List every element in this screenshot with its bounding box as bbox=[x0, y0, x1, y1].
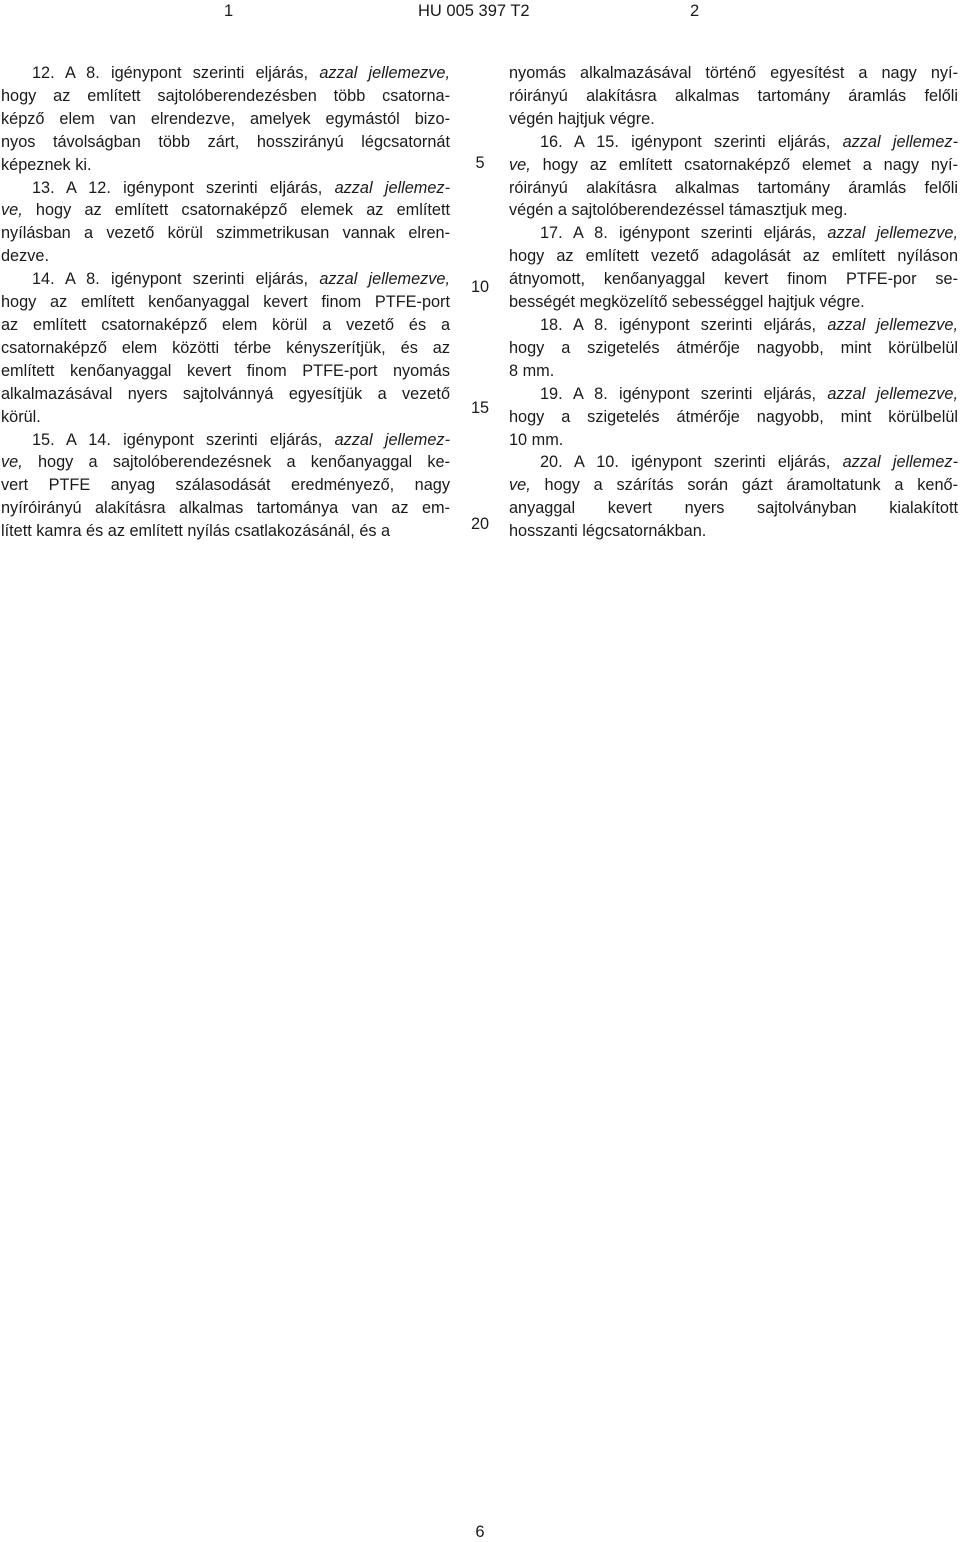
text-line bbox=[1, 177, 450, 200]
text-run: 13. A 12. igénypont szerinti eljárás, bbox=[32, 178, 335, 197]
emphasis-run: ve, bbox=[1, 453, 23, 472]
emphasis-run: azzal jellemez- bbox=[842, 453, 958, 472]
text-run: vert PTFE anyag szálasodását eredményező, nagy bbox=[1, 476, 450, 495]
text-run: végén hajtjuk végre. bbox=[509, 109, 655, 128]
claim-paragraph bbox=[509, 131, 958, 223]
claim-paragraph bbox=[509, 62, 958, 131]
text-run: 20. A 10. igénypont szerinti eljárás, bbox=[540, 453, 843, 472]
claim-paragraph bbox=[1, 268, 450, 428]
text-line bbox=[1, 85, 450, 108]
claim-paragraph bbox=[1, 177, 450, 269]
text-line bbox=[509, 520, 958, 543]
line-number-5: 5 bbox=[475, 154, 485, 172]
text-line bbox=[1, 337, 450, 360]
text-run: hogy a szárítás során gázt áramoltatunk a kenő- bbox=[530, 476, 958, 495]
text-line bbox=[509, 451, 958, 474]
text-line bbox=[509, 337, 958, 360]
text-run: nyílásban a vezető körül szimmetrikusan vannak elren- bbox=[1, 224, 450, 243]
text-line bbox=[509, 62, 958, 85]
text-run: 14. A 8. igénypont szerinti eljárás, bbox=[32, 270, 320, 289]
line-number-20: 20 bbox=[470, 515, 490, 533]
text-run: 12. A 8. igénypont szerinti eljárás, bbox=[32, 64, 320, 82]
emphasis-run: azzal jellemezve, bbox=[827, 315, 958, 334]
text-line bbox=[1, 520, 450, 543]
emphasis-run: azzal jellemez- bbox=[334, 430, 450, 449]
text-run: nyomás alkalmazásával történő egyesítést a nagy nyí- bbox=[509, 64, 958, 82]
claim-paragraph bbox=[509, 383, 958, 452]
text-line bbox=[509, 429, 958, 452]
text-line bbox=[1, 474, 450, 497]
text-line bbox=[509, 154, 958, 177]
text-line bbox=[1, 451, 450, 474]
text-line bbox=[509, 314, 958, 337]
text-line bbox=[509, 199, 958, 222]
emphasis-run: azzal jellemez- bbox=[842, 132, 958, 151]
text-run: csatornaképző elem közötti térbe kényszerítjük, és az bbox=[1, 338, 450, 357]
text-run: nyíróirányú alakításra alkalmas tartománya van az em- bbox=[1, 499, 450, 518]
text-line bbox=[509, 383, 958, 406]
emphasis-run: ve, bbox=[509, 476, 531, 495]
text-line bbox=[509, 108, 958, 131]
text-run: 18. A 8. igénypont szerinti eljárás, bbox=[540, 315, 828, 334]
text-run: nyos távolságban több zárt, hosszirányú légcsatornát bbox=[1, 132, 450, 151]
text-run: alkalmazásával nyers sajtolvánnyá egyesítjük a vezető bbox=[1, 384, 450, 403]
text-line bbox=[509, 245, 958, 268]
emphasis-run: ve, bbox=[1, 201, 23, 220]
line-number-15: 15 bbox=[470, 399, 490, 417]
text-line bbox=[509, 222, 958, 245]
text-run: 19. A 8. igénypont szerinti eljárás, bbox=[540, 384, 828, 403]
emphasis-run: azzal jellemezve, bbox=[319, 64, 450, 82]
emphasis-run: azzal jellemezve, bbox=[319, 270, 450, 289]
text-run: hogy a szigetelés átmérője nagyobb, mint körülbelül bbox=[509, 338, 958, 357]
text-run: hogy az említett csatornaképző elemek az említett bbox=[22, 201, 450, 220]
text-run: hogy az említett vezető adagolását az említett nyíláson bbox=[509, 247, 958, 266]
text-run: hogy a sajtolóberendezésnek a kenőanyaggal ke- bbox=[22, 453, 450, 472]
text-line bbox=[1, 199, 450, 222]
left-column bbox=[1, 62, 450, 543]
header-left-page-number: 1 bbox=[224, 2, 234, 20]
text-run: hogy a szigetelés átmérője nagyobb, mint körülbelül bbox=[509, 407, 958, 426]
text-run: 8 mm. bbox=[509, 361, 555, 380]
text-line bbox=[1, 429, 450, 452]
text-line bbox=[1, 406, 450, 429]
text-run: anyaggal kevert nyers sajtolványban kialakított bbox=[509, 499, 958, 518]
emphasis-run: azzal jellemezve, bbox=[827, 384, 958, 403]
text-run: 17. A 8. igénypont szerinti eljárás, bbox=[540, 224, 828, 243]
claim-paragraph bbox=[1, 62, 450, 177]
text-run: hogy az említett csatornaképző elemet a nagy nyí- bbox=[530, 155, 958, 174]
claim-paragraph bbox=[1, 429, 450, 544]
text-run: 10 mm. bbox=[509, 430, 564, 449]
text-line bbox=[1, 360, 450, 383]
emphasis-run: ve, bbox=[509, 155, 531, 174]
text-line bbox=[509, 131, 958, 154]
text-run: bességét megközelítő sebességgel hajtjuk végre. bbox=[509, 293, 865, 312]
text-line bbox=[509, 268, 958, 291]
footer-page-number: 6 bbox=[475, 1523, 485, 1541]
line-number-10: 10 bbox=[470, 278, 490, 296]
text-run: dezve. bbox=[1, 247, 49, 266]
text-line bbox=[509, 497, 958, 520]
text-line bbox=[1, 383, 450, 406]
text-line bbox=[1, 291, 450, 314]
text-run: képző elem van elrendezve, amelyek egymástól bizo- bbox=[1, 109, 450, 128]
text-run: az említett csatornaképző elem körül a vezető és a bbox=[1, 315, 450, 334]
text-run: hogy az említett kenőanyaggal kevert finom PTFE-port bbox=[1, 293, 450, 312]
text-line bbox=[1, 268, 450, 291]
text-run: lített kamra és az említett nyílás csatlakozásánál, és a bbox=[1, 522, 391, 541]
text-run: hosszanti légcsatornákban. bbox=[509, 522, 707, 541]
text-line bbox=[509, 177, 958, 200]
header-document-id: HU 005 397 T2 bbox=[418, 2, 530, 20]
text-line bbox=[509, 360, 958, 383]
text-run: említett kenőanyaggal kevert finom PTFE-port nyomás bbox=[1, 361, 450, 380]
text-line bbox=[1, 245, 450, 268]
text-line bbox=[509, 474, 958, 497]
text-run: róirányú alakításra alkalmas tartomány áramlás felőli bbox=[509, 86, 958, 105]
emphasis-run: azzal jellemez- bbox=[334, 178, 450, 197]
text-run: hogy az említett sajtolóberendezésben több csatorna- bbox=[1, 86, 450, 105]
text-run: végén a sajtolóberendezéssel támasztjuk meg. bbox=[509, 201, 848, 220]
text-line bbox=[1, 222, 450, 245]
text-line bbox=[509, 406, 958, 429]
text-line bbox=[1, 108, 450, 131]
text-run: átnyomott, kenőanyaggal kevert finom PTFE-por se- bbox=[509, 270, 958, 289]
text-run: róirányú alakításra alkalmas tartomány áramlás felőli bbox=[509, 178, 958, 197]
text-run: 16. A 15. igénypont szerinti eljárás, bbox=[540, 132, 843, 151]
text-line bbox=[1, 62, 450, 85]
text-line bbox=[1, 497, 450, 520]
claim-paragraph bbox=[509, 222, 958, 314]
right-column bbox=[509, 62, 958, 543]
text-line bbox=[1, 314, 450, 337]
header-right-page-number: 2 bbox=[690, 2, 700, 20]
text-line bbox=[509, 85, 958, 108]
claim-paragraph bbox=[509, 451, 958, 543]
text-line bbox=[509, 291, 958, 314]
claim-paragraph bbox=[509, 314, 958, 383]
text-line bbox=[1, 131, 450, 154]
text-run: körül. bbox=[1, 407, 41, 426]
text-run: képeznek ki. bbox=[1, 155, 92, 174]
text-run: 15. A 14. igénypont szerinti eljárás, bbox=[32, 430, 335, 449]
text-line bbox=[1, 154, 450, 177]
emphasis-run: azzal jellemezve, bbox=[827, 224, 958, 243]
